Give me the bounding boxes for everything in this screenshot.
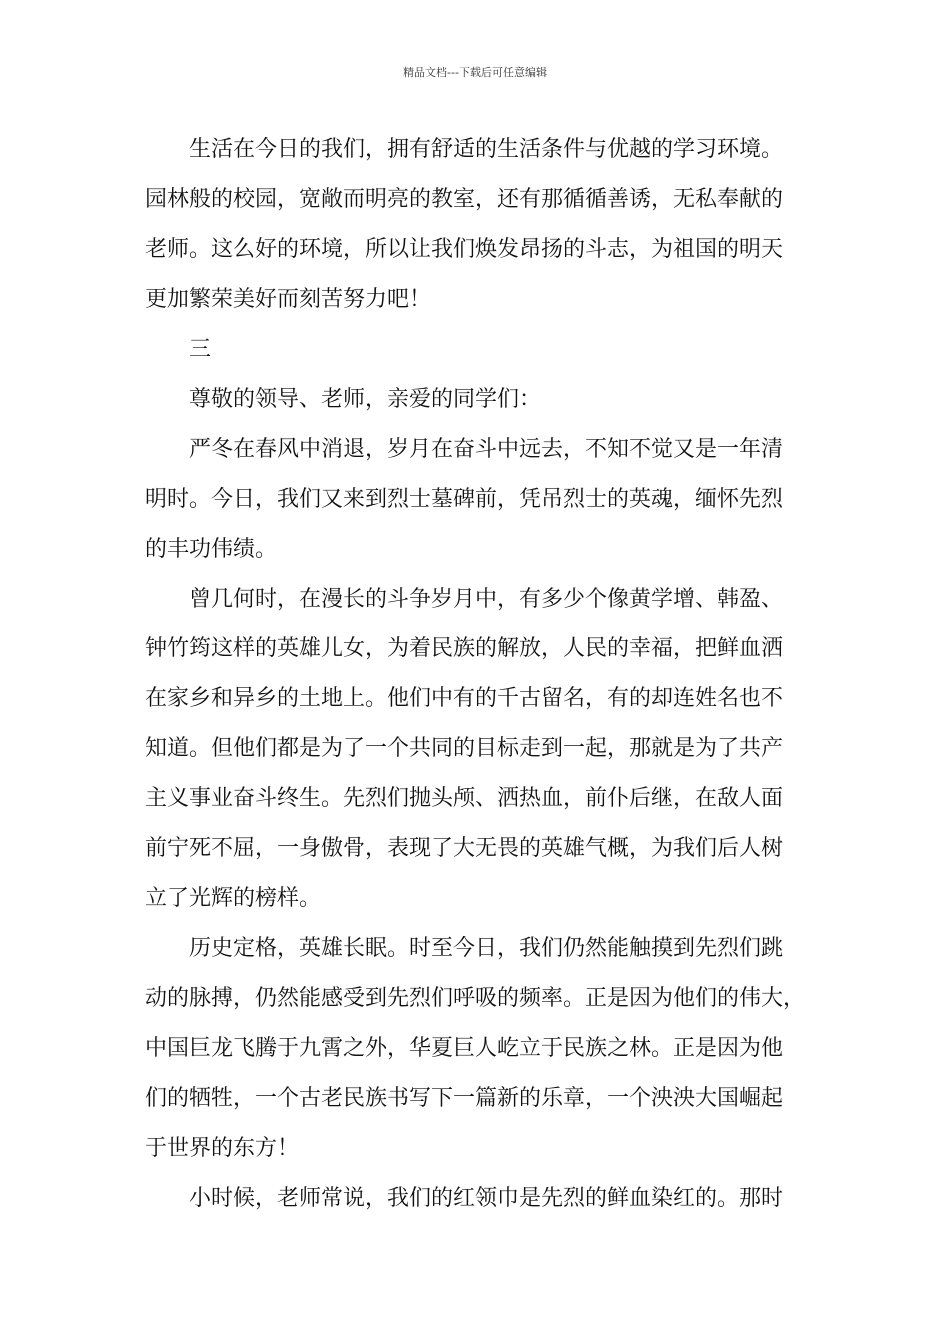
section-number: 三: [189, 337, 212, 362]
text-line: 生活在今日的我们，拥有舒适的生活条件与优越的学习环境。: [189, 137, 784, 162]
text-line: 立了光辉的榜样。: [145, 886, 322, 911]
text-line: 知道。但他们都是为了一个共同的目标走到一起，那就是为了共产: [145, 736, 784, 761]
text-line: 们的牺牲，一个古老民族书写下一篇新的乐章，一个泱泱大国崛起: [145, 1086, 784, 1111]
text-line: 明时。今日，我们又来到烈士墓碑前，凭吊烈士的英魂，缅怀先烈: [145, 487, 784, 512]
text-line: 在家乡和异乡的土地上。他们中有的千古留名，有的却连姓名也不: [145, 686, 784, 711]
text-line: 老师。这么好的环境，所以让我们焕发昂扬的斗志，为祖国的明天: [145, 237, 784, 262]
text-line: 严冬在春风中消退，岁月在奋斗中远去，不知不觉又是一年清: [189, 437, 784, 462]
text-line: 曾几何时，在漫长的斗争岁月中，有多少个像黄学增、韩盈、: [189, 587, 784, 612]
text-line: 主义事业奋斗终生。先烈们抛头颅、洒热血，前仆后继，在敌人面: [145, 786, 784, 811]
text-line: 钟竹筠这样的英雄儿女，为着民族的解放，人民的幸福，把鲜血洒: [145, 636, 784, 661]
text-line: 历史定格，英雄长眠。时至今日，我们仍然能触摸到先烈们跳: [189, 936, 784, 961]
text-line: 于世界的东方！: [145, 1136, 300, 1161]
text-line: 的丰功伟绩。: [145, 537, 278, 562]
text-line: 园林般的校园，宽敞而明亮的教室，还有那循循善诱，无私奉献的: [145, 187, 784, 212]
text-line: 前宁死不屈，一身傲骨，表现了大无畏的英雄气概，为我们后人树: [145, 836, 784, 861]
text-line: 动的脉搏，仍然能感受到先烈们呼吸的频率。正是因为他们的伟大，: [145, 986, 806, 1011]
salutation: 尊敬的领导、老师，亲爱的同学们：: [189, 387, 542, 412]
page-header: 精品文档---下载后可任意编辑: [403, 66, 547, 79]
text-line: 中国巨龙飞腾于九霄之外，华夏巨人屹立于民族之林。正是因为他: [145, 1036, 784, 1061]
text-line: 更加繁荣美好而刻苦努力吧！: [145, 287, 432, 312]
text-line: 小时候，老师常说，我们的红领巾是先烈的鲜血染红的。那时: [189, 1186, 784, 1211]
